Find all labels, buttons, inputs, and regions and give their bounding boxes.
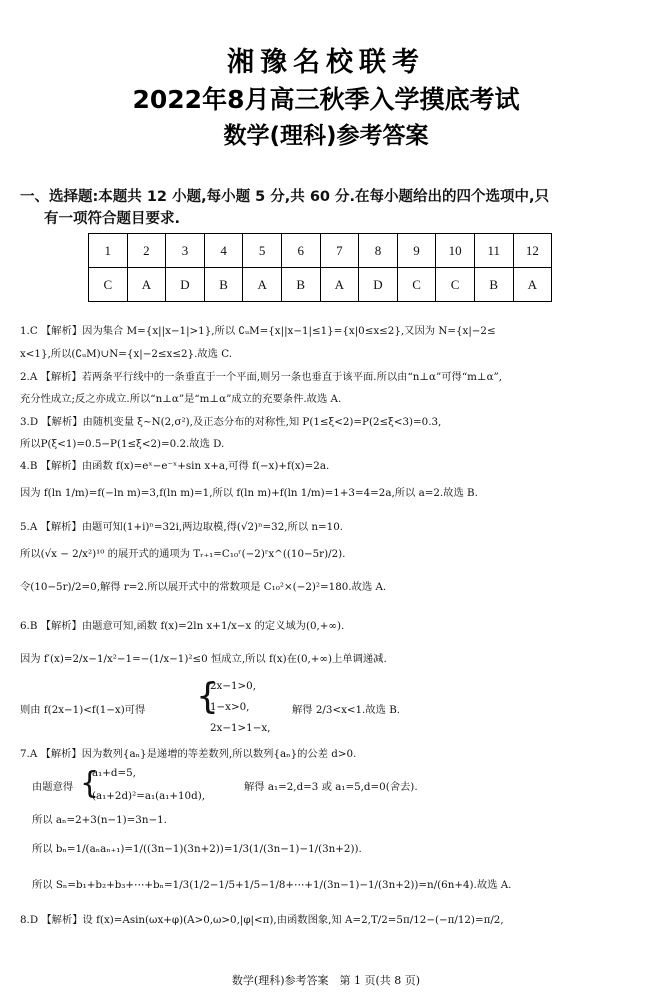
question-number: 2: [127, 234, 166, 268]
exam-title: 2022年8月高三秋季入学摸底考试: [132, 85, 520, 114]
system-brace: {: [80, 766, 100, 801]
solution-q6-line1: 6.B 【解析】由题意可知,函数 f(x)=2ln x+1/x−x 的定义域为(0,+∞).: [20, 620, 345, 632]
answer-letter: B: [281, 268, 320, 302]
section-heading-line1: 一、选择题:本题共 12 小题,每小题 5 分,共 60 分.在每小题给出的四个选项中,只: [20, 189, 550, 205]
question-number: 8: [359, 234, 398, 268]
solution-q2-line1: 2.A 【解析】若两条平行线中的一条垂直于一个平面,则另一条也垂直于该平面.所以由“n⊥α”可得“m⊥α”,: [20, 371, 503, 383]
solution-q6-line4: 解得 2/3<x<1.故选 B.: [292, 704, 401, 716]
answer-letter: B: [474, 268, 513, 302]
question-number: 7: [320, 234, 359, 268]
solution-q7-line5: 所以 bₙ=1/(aₙaₙ₊₁)=1/((3n−1)(3n+2))=1/3(1/(3n−1)−1/(3n+2)).: [32, 843, 362, 855]
solution-q5-line3: 令(10−5r)/2=0,解得 r=2.所以展开式中的常数项是 C₁₀²×(−2)²=180.故选 A.: [20, 581, 387, 593]
solution-q7-line1: 7.A 【解析】因为数列{aₙ}是递增的等差数列,所以数列{aₙ}的公差 d>0.: [20, 748, 357, 760]
answer-letter: B: [204, 268, 243, 302]
answer-letter: A: [513, 268, 552, 302]
q6-system-inequality-3: 2x−1>1−x,: [210, 722, 271, 734]
solution-q7-line2: 由题意得: [32, 781, 74, 793]
question-number: 12: [513, 234, 552, 268]
system-brace: {: [196, 676, 219, 717]
answer-letter: D: [166, 268, 205, 302]
solution-q6-line3: 则由 f(2x−1)<f(1−x)可得: [20, 704, 146, 716]
question-number: 6: [281, 234, 320, 268]
solution-q8-line1: 8.D 【解析】设 f(x)=Asin(ωx+φ)(A>0,ω>0,|φ|<π),由函数图象,知 A=2,T/2=5π/12−(−π/12)=π/2,: [20, 914, 504, 926]
solution-q6-line2: 因为 f′(x)=2/x−1/x²−1=−(1/x−1)²≤0 恒成立,所以 f(x)在(0,+∞)上单调递减.: [20, 653, 387, 665]
solution-q4-line2: 因为 f(ln 1/m)=f(−ln m)=3,f(ln m)=1,所以 f(ln m)+f(ln 1/m)=1+3=4=2a,所以 a=2.故选 B.: [20, 487, 478, 499]
exam-union-title: 湘豫名校联考: [227, 47, 425, 78]
q6-system-inequality-1: 2x−1>0,: [210, 680, 256, 692]
solution-q3-line2: 所以P(ξ<1)=0.5−P(1≤ξ<2)=0.2.故选 D.: [20, 438, 225, 450]
solution-q7-line3: 解得 a₁=2,d=3 或 a₁=5,d=0(舍去).: [244, 781, 418, 793]
question-number: 4: [204, 234, 243, 268]
solution-q4-line1: 4.B 【解析】由函数 f(x)=eˣ−e⁻ˣ+sin x+a,可得 f(−x)+f(x)=2a.: [20, 460, 330, 472]
page-footer: 数学(理科)参考答案 第 1 页(共 8 页): [231, 974, 421, 987]
solution-q3-line1: 3.D 【解析】由随机变量 ξ∼N(2,σ²),及正态分布的对称性,知 P(1≤ξ<2)=P(2≤ξ<3)=0.3,: [20, 416, 442, 428]
solution-q1-line2: x<1},所以(∁ᵤM)∪N={x|−2≤x≤2}.故选 C.: [20, 348, 233, 360]
answer-table-answer-row: [89, 268, 552, 302]
answer-letter: A: [320, 268, 359, 302]
q7-system-equation-1: a₁+d=5,: [92, 767, 136, 779]
solution-q1-line1: 1.C 【解析】因为集合 M={x||x−1|>1},所以 ∁ᵤM={x||x−1|≤1}={x|0≤x≤2},又因为 N={x|−2≤: [20, 325, 496, 337]
solution-q7-line6: 所以 Sₙ=b₁+b₂+b₃+⋯+bₙ=1/3(1/2−1/5+1/5−1/8+⋯+1/(3n−1)−1/(3n+2))=n/(6n+4).故选 A.: [32, 879, 512, 891]
answer-table: [88, 233, 552, 302]
answer-letter: A: [127, 268, 166, 302]
section-heading-line2: 有一项符合题目要求.: [44, 211, 181, 227]
q7-system-equation-2: (a₁+2d)²=a₁(a₁+10d),: [92, 790, 205, 802]
answer-letter: C: [436, 268, 475, 302]
solution-q2-line2: 充分性成立;反之亦成立.所以“n⊥α”是“m⊥α”成立的充要条件.故选 A.: [20, 393, 342, 405]
solution-q5-line1: 5.A 【解析】由题可知(1+i)ⁿ=32i,两边取模,得(√2)ⁿ=32,所以 n=10.: [20, 521, 344, 533]
answer-letter: A: [243, 268, 282, 302]
question-number: 5: [243, 234, 282, 268]
answer-key-title: 数学(理科)参考答案: [223, 123, 429, 149]
answer-table-number-row: [89, 234, 552, 268]
question-number: 1: [89, 234, 128, 268]
solution-q7-line4: 所以 aₙ=2+3(n−1)=3n−1.: [32, 814, 167, 826]
answer-letter: D: [359, 268, 398, 302]
q6-system-inequality-2: 1−x>0,: [210, 701, 250, 713]
question-number: 11: [474, 234, 513, 268]
solution-q5-line2: 所以(√x − 2/x²)¹⁰ 的展开式的通项为 Tᵣ₊₁=C₁₀ʳ(−2)ʳx^((10−5r)/2).: [20, 548, 346, 560]
question-number: 10: [436, 234, 475, 268]
answer-letter: C: [397, 268, 436, 302]
question-number: 9: [397, 234, 436, 268]
answer-letter: C: [89, 268, 128, 302]
question-number: 3: [166, 234, 205, 268]
